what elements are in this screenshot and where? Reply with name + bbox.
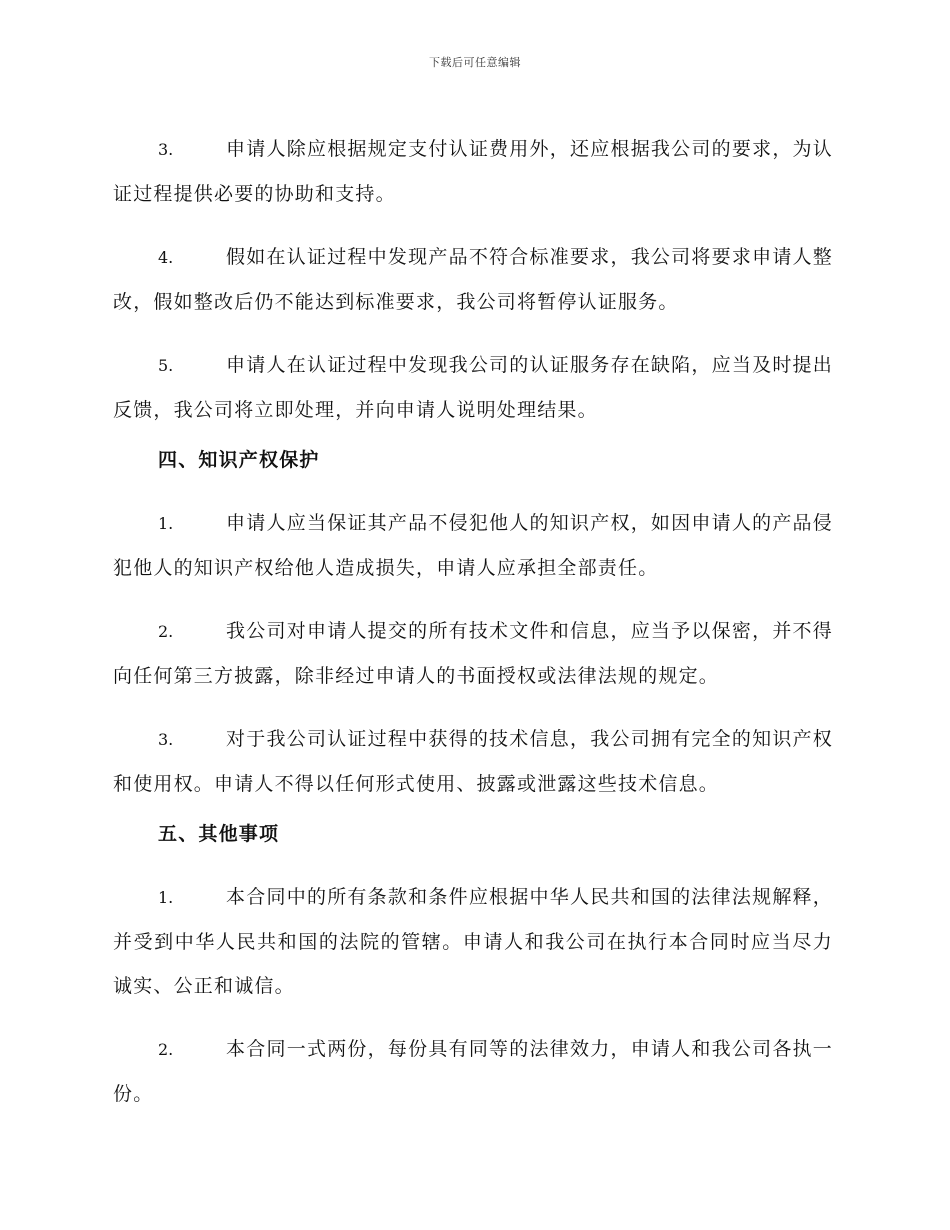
clause-text: 本合同一式两份，每份具有同等的法律效力，申请人和我公司各执一份。 <box>113 1038 833 1105</box>
clause-text: 对于我公司认证过程中获得的技术信息，我公司拥有完全的知识产权和使用权。申请人不得以任何形式使用、披露或泄露这些技术信息。 <box>113 728 833 795</box>
clause-ip-1 <box>113 501 833 590</box>
document-body <box>113 108 833 1122</box>
clause-text: 本合同中的所有条款和条件应根据中华人民共和国的法律法规解释，并受到中华人民共和国的法院的管辖。申请人和我公司在执行本合同时应当尽力诚实、公正和诚信。 <box>113 886 833 997</box>
page-header: 下载后可任意编辑 <box>429 56 521 69</box>
clause-number: 5. <box>158 356 174 375</box>
clause-number: 2. <box>158 622 174 641</box>
clause-number: 2. <box>158 1040 174 1059</box>
clause-number: 1. <box>158 888 174 907</box>
clause-3-support <box>113 127 833 216</box>
clause-number: 1. <box>158 514 174 533</box>
clause-4-rectification <box>113 235 833 324</box>
section-heading-other: 五、其他事项 <box>158 823 280 845</box>
clause-other-2 <box>113 1027 833 1116</box>
clause-number: 3. <box>158 730 174 749</box>
clause-text: 申请人在认证过程中发现我公司的认证服务存在缺陷，应当及时提出反馈，我公司将立即处理，并向申请人说明处理结果。 <box>113 354 833 421</box>
clause-text: 我公司对申请人提交的所有技术文件和信息，应当予以保密，并不得向任何第三方披露，除非经过申请人的书面授权或法律法规的规定。 <box>113 620 833 687</box>
clause-ip-2 <box>113 609 833 698</box>
clause-other-1 <box>113 875 833 1008</box>
section-heading-ip: 四、知识产权保护 <box>158 449 320 471</box>
clause-text: 假如在认证过程中发现产品不符合标准要求，我公司将要求申请人整改，假如整改后仍不能达到标准要求，我公司将暂停认证服务。 <box>113 246 833 313</box>
clause-text: 申请人应当保证其产品不侵犯他人的知识产权，如因申请人的产品侵犯他人的知识产权给他人造成损失，申请人应承担全部责任。 <box>113 512 833 579</box>
clause-ip-3 <box>113 717 833 806</box>
clause-5-feedback <box>113 343 833 432</box>
clause-text: 申请人除应根据规定支付认证费用外，还应根据我公司的要求，为认证过程提供必要的协助和支持。 <box>113 138 833 205</box>
clause-number: 4. <box>158 248 174 267</box>
clause-number: 3. <box>158 140 174 159</box>
